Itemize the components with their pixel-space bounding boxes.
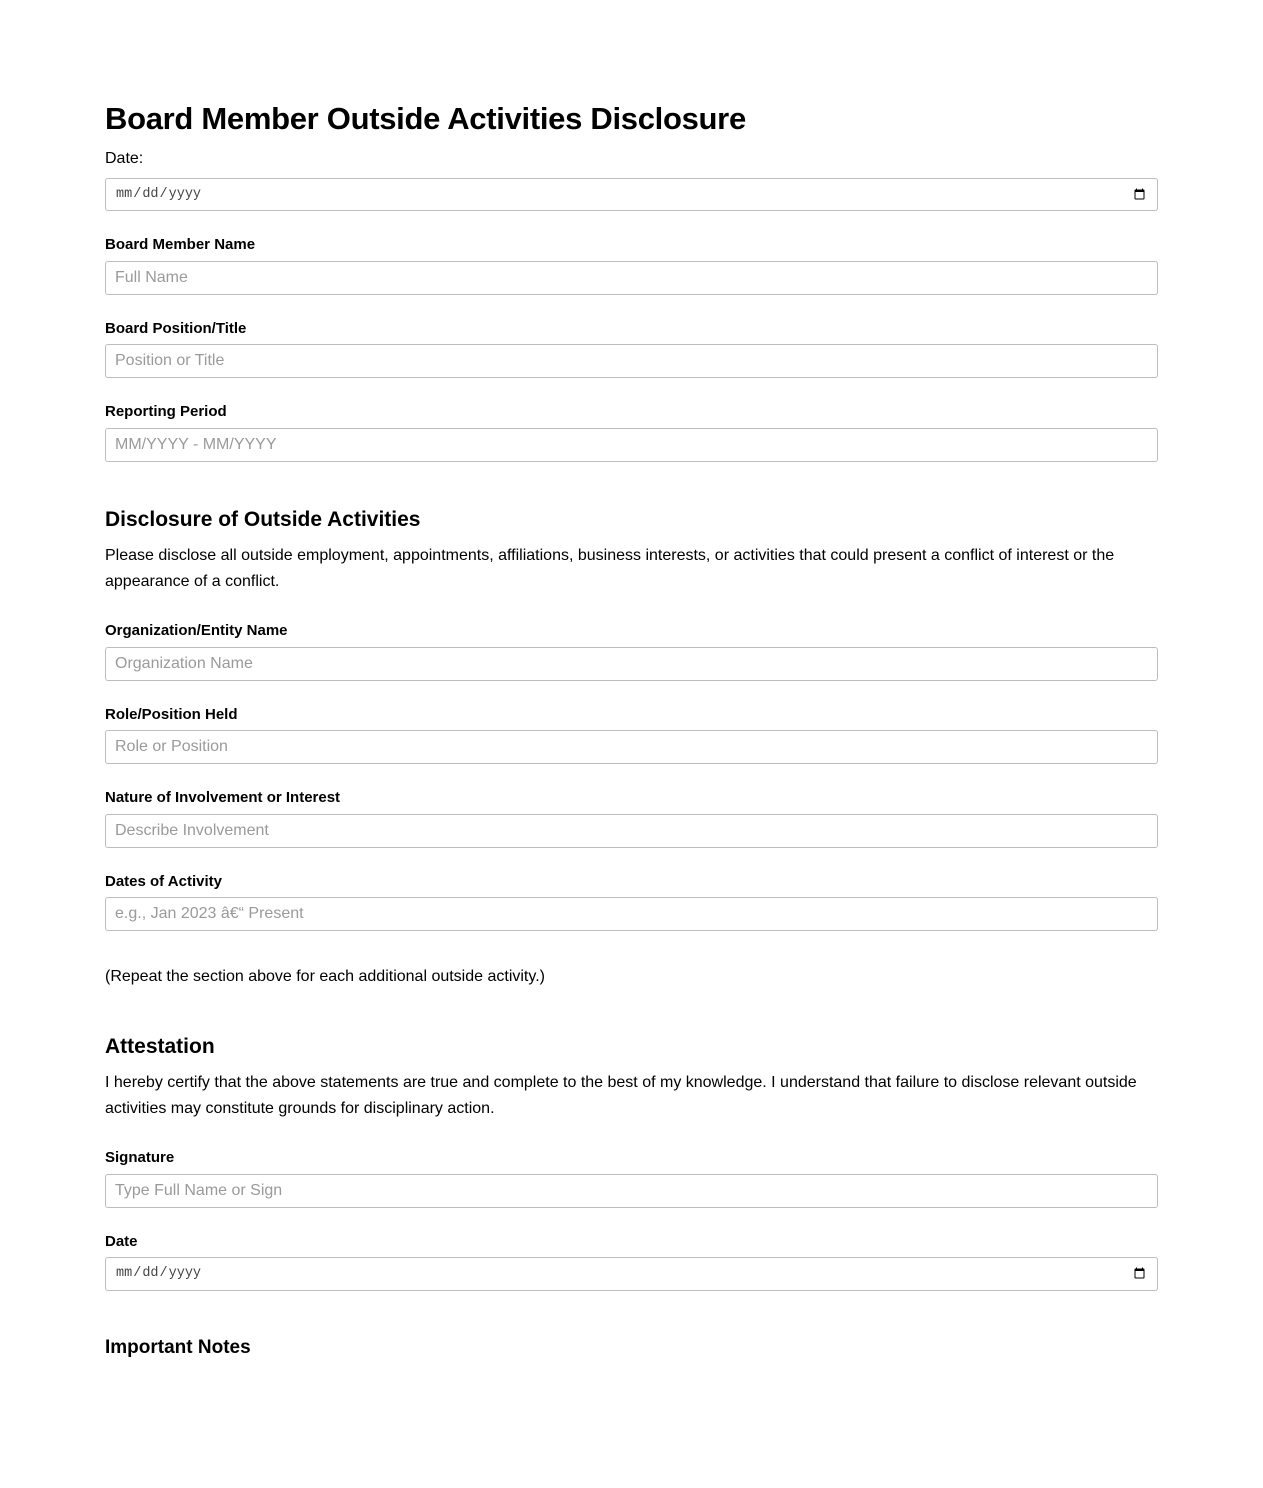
attestation-section-heading: Attestation <box>105 1035 215 1059</box>
role-position-held-label: Role/Position Held <box>105 705 238 723</box>
attestation-section-text: I hereby certify that the above statements are true and complete to the best of my knowledge. I understand that failure to disclose relevant outside activities may constitute grounds for disciplinary action. <box>105 1074 1137 1118</box>
reporting-period-field-block <box>105 402 1158 462</box>
page-title: Board Member Outside Activities Disclosure <box>105 101 746 136</box>
disclosure-section-heading: Disclosure of Outside Activities <box>105 507 421 531</box>
signature-label: Signature <box>105 1149 175 1167</box>
board-member-name-label: Board Member Name <box>105 236 256 254</box>
organization-name-label: Organization/Entity Name <box>105 622 288 640</box>
nature-of-involvement-input[interactable] <box>105 814 1158 848</box>
disclosure-section-intro: Please disclose all outside employment, appointments, affiliations, business interests, or activities that could present a conflict of interest or the appearance of a conflict. <box>105 547 1115 591</box>
role-position-held-input[interactable] <box>105 730 1158 764</box>
top-date-field-block <box>105 149 1158 211</box>
organization-name-field-block <box>105 621 1158 681</box>
top-date-input[interactable] <box>105 178 1158 212</box>
attestation-date-input[interactable] <box>105 1257 1158 1291</box>
board-member-name-field-block <box>105 235 1158 295</box>
board-member-name-input[interactable] <box>105 261 1158 295</box>
reporting-period-input[interactable] <box>105 428 1158 462</box>
repeat-section-note: (Repeat the section above for each additional outside activity.) <box>105 968 545 986</box>
top-date-label: Date: <box>105 150 144 168</box>
attestation-date-field-block <box>105 1232 1158 1291</box>
dates-of-activity-label: Dates of Activity <box>105 872 222 890</box>
board-position-title-input[interactable] <box>105 344 1158 378</box>
important-notes-heading: Important Notes <box>105 1336 251 1358</box>
role-position-held-field-block <box>105 705 1158 765</box>
organization-name-input[interactable] <box>105 647 1158 681</box>
nature-of-involvement-label: Nature of Involvement or Interest <box>105 789 341 807</box>
dates-of-activity-field-block <box>105 872 1158 932</box>
board-position-title-label: Board Position/Title <box>105 319 247 337</box>
board-position-title-field-block <box>105 319 1158 379</box>
nature-of-involvement-field-block <box>105 788 1158 848</box>
reporting-period-label: Reporting Period <box>105 403 227 421</box>
attestation-date-label: Date <box>105 1232 138 1250</box>
signature-input[interactable] <box>105 1174 1158 1208</box>
dates-of-activity-input[interactable] <box>105 897 1158 931</box>
signature-field-block <box>105 1148 1158 1208</box>
